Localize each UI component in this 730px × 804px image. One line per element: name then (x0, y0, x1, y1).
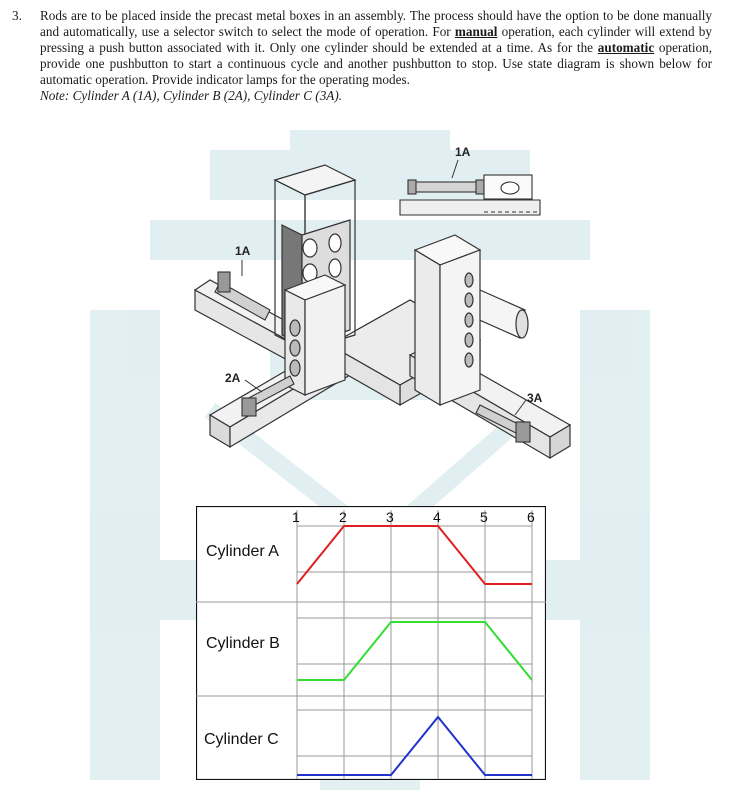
conveyor-roller (475, 290, 528, 338)
state-diagram (196, 506, 546, 780)
question-body (40, 8, 712, 105)
series-label-cylinder-b: Cylinder B (206, 635, 280, 652)
label-left-2A: 2A (225, 371, 241, 385)
step-tick-label: 5 (480, 509, 488, 525)
question-number: 3. (12, 8, 22, 23)
step-tick-label: 4 (433, 509, 441, 525)
label-left-1A: 1A (235, 244, 251, 258)
series-label-cylinder-a: Cylinder A (206, 543, 279, 560)
leader-top-1A (452, 160, 458, 178)
question-note: Note: Cylinder A (1A), Cylinder B (2A), Cylinder C (3A). (40, 88, 343, 104)
label-top-1A: 1A (455, 145, 471, 159)
step-tick-label: 2 (339, 509, 347, 525)
label-right-3A: 3A (527, 391, 543, 405)
automatic-keyword: automatic (597, 40, 655, 56)
step-tick-label: 1 (292, 509, 300, 525)
top-cylinder-assembly (400, 175, 540, 215)
manual-keyword: manual (454, 24, 498, 40)
question-block (12, 8, 712, 105)
question-text: Rods are to be placed inside the precast metal boxes in an assembly. The process should have the option to be done manually and automatically, use a selector switch to select the mode of operation. For manual operation, each cylinder will extend by pressing a push button associated with it. Only one cylinder should be extended at a time. As for the automatic operation, provide one pushbutton to start a continuous cycle and another pushbutton to stop. Use state diagram is shown below for automatic operation. Provide indicator lamps for the operating modes. (40, 8, 712, 88)
right-box (415, 235, 480, 405)
front-box (285, 275, 345, 395)
step-tick-label: 6 (527, 509, 535, 525)
step-tick-label: 3 (386, 509, 394, 525)
series-label-cylinder-c: Cylinder C (204, 731, 279, 748)
assembly-illustration (190, 140, 590, 502)
